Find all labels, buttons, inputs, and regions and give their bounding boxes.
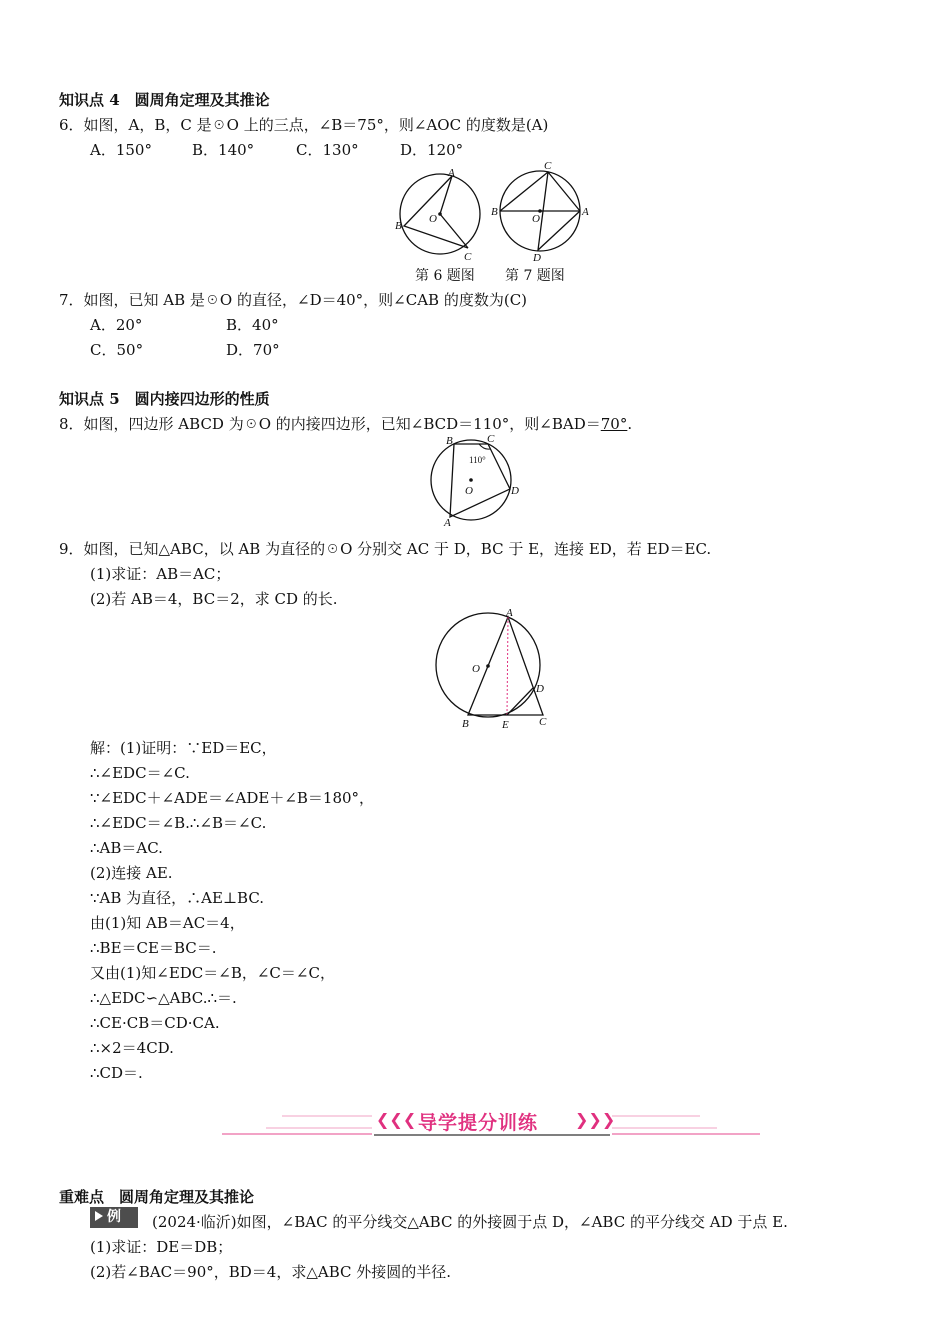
q8-stem-end: . — [627, 415, 633, 433]
play-triangle-icon — [95, 1211, 103, 1221]
fig8-label-o: O — [465, 485, 473, 497]
banner-left-chevrons-icon: ❮❮❮ — [376, 1110, 417, 1129]
solution-line: ∵∠EDC＋∠ADE＝∠ADE＋∠B＝180°， — [90, 789, 375, 807]
solution-line: 由(1)知 AB＝AC＝4， — [90, 914, 245, 932]
q6-option-c: C．130° — [296, 141, 359, 159]
q6-option-d: D．120° — [400, 141, 464, 159]
figure-7 — [488, 158, 592, 262]
example-stem: (2024·临沂)如图，∠BAC 的平分线交△ABC 的外接圆于点 D，∠ABC 的平分线交 AD 于点 E. — [152, 1213, 788, 1231]
q7-option-a: A．20° — [90, 316, 143, 334]
q7-option-c: C．50° — [90, 341, 144, 359]
fig9-label-c: C — [539, 716, 547, 728]
fig8-label-b: B — [446, 435, 453, 447]
fig8-label-c: C — [487, 433, 495, 445]
fig7-triangle-bca — [500, 172, 580, 211]
q7-option-b: B．40° — [226, 316, 279, 334]
q6-option-b: B．140° — [192, 141, 255, 159]
q9-part1: (1)求证：AB＝AC； — [90, 565, 231, 583]
fig8-center-dot — [469, 478, 473, 482]
key-point-title: 重难点 圆周角定理及其推论 — [59, 1188, 255, 1206]
fig9-center-dot — [486, 664, 490, 668]
figure-7-caption: 第 7 题图 — [505, 268, 565, 284]
q7-stem: 7．如图，已知 AB 是☉O 的直径，∠D＝40°，则∠CAB 的度数为(C) — [59, 291, 528, 309]
fig7-label-c: C — [544, 160, 552, 172]
section-title-5: 知识点 5 圆内接四边形的性质 — [59, 390, 270, 408]
solution-line: 又由(1)知∠EDC＝∠B，∠C＝∠C， — [90, 964, 335, 982]
banner-right-chevrons-icon: ❯❯❯ — [575, 1110, 616, 1129]
q8-stem-text: 8．如图，四边形 ABCD 为☉O 的内接四边形，已知∠BCD＝110°，则∠BAD＝ — [59, 415, 601, 433]
banner-title: 导学提分训练 — [418, 1112, 539, 1134]
q9-stem: 9．如图，已知△ABC，以 AB 为直径的☉O 分别交 AC 于 D，BC 于 E，连接 ED，若 ED＝EC. — [59, 540, 712, 558]
q8-answer: 70° — [600, 415, 628, 433]
solution-line: ∴CD＝. — [90, 1064, 143, 1082]
solution-line: ∴×2＝4CD. — [90, 1039, 174, 1057]
figure-6-caption: 第 6 题图 — [415, 268, 475, 284]
fig9-label-o: O — [472, 663, 480, 675]
fig9-label-a: A — [506, 607, 513, 619]
q6-option-a: A．150° — [90, 141, 152, 159]
fig9-label-d: D — [536, 683, 544, 695]
q6-stem: 6．如图，A，B，C 是☉O 上的三点，∠B＝75°，则∠AOC 的度数是(A) — [59, 116, 549, 134]
fig9-dashed-ae — [507, 617, 508, 715]
fig9-label-e: E — [502, 719, 509, 731]
fig7-label-b: B — [491, 206, 498, 218]
q8-stem — [59, 414, 632, 434]
fig9-label-b: B — [462, 718, 469, 730]
fig6-label-o: O — [429, 213, 437, 225]
example-tag — [90, 1207, 138, 1228]
fig6-center-dot — [438, 212, 442, 216]
fig7-label-d: D — [533, 252, 541, 262]
fig6-label-b: B — [395, 220, 402, 232]
figure-9 — [425, 605, 555, 733]
fig9-segment-ed — [507, 688, 533, 715]
figure-6 — [392, 162, 492, 262]
solution-line: ∵AB 为直径，∴AE⊥BC. — [90, 889, 265, 907]
q9-part2: (2)若 AB＝4，BC＝2，求 CD 的长. — [90, 590, 338, 608]
example-part2: (2)若∠BAC＝90°，BD＝4，求△ABC 外接圆的半径. — [90, 1263, 452, 1281]
fig8-label-a: A — [444, 517, 451, 529]
fig8-label-d: D — [511, 485, 519, 497]
fig7-label-a: A — [582, 206, 589, 218]
example-tag-label: 例 — [107, 1209, 121, 1225]
fig6-label-c: C — [464, 251, 472, 262]
solution-line: ∴∠EDC＝∠C. — [90, 764, 190, 782]
solution-line: ∴△EDC∽△ABC.∴＝. — [90, 989, 237, 1007]
solution-line: (2)连接 AE. — [90, 864, 173, 882]
solution-line: 解：(1)证明：∵ED＝EC， — [90, 739, 277, 757]
solution-line: ∴∠EDC＝∠B.∴∠B＝∠C. — [90, 814, 267, 832]
section-title-4: 知识点 4 圆周角定理及其推论 — [59, 91, 270, 109]
solution-line: ∴CE·CB＝CD·CA. — [90, 1014, 220, 1032]
example-part1: (1)求证：DE＝DB； — [90, 1238, 233, 1256]
q7-option-d: D．70° — [226, 341, 280, 359]
fig6-radii — [440, 176, 468, 248]
solution-line: ∴BE＝CE＝BC＝. — [90, 939, 217, 957]
solution-line: ∴AB＝AC. — [90, 839, 163, 857]
figure-8 — [425, 433, 525, 531]
fig8-angle-label: 110° — [469, 455, 486, 465]
fig6-label-a: A — [448, 167, 455, 179]
fig7-label-o: O — [532, 213, 540, 225]
